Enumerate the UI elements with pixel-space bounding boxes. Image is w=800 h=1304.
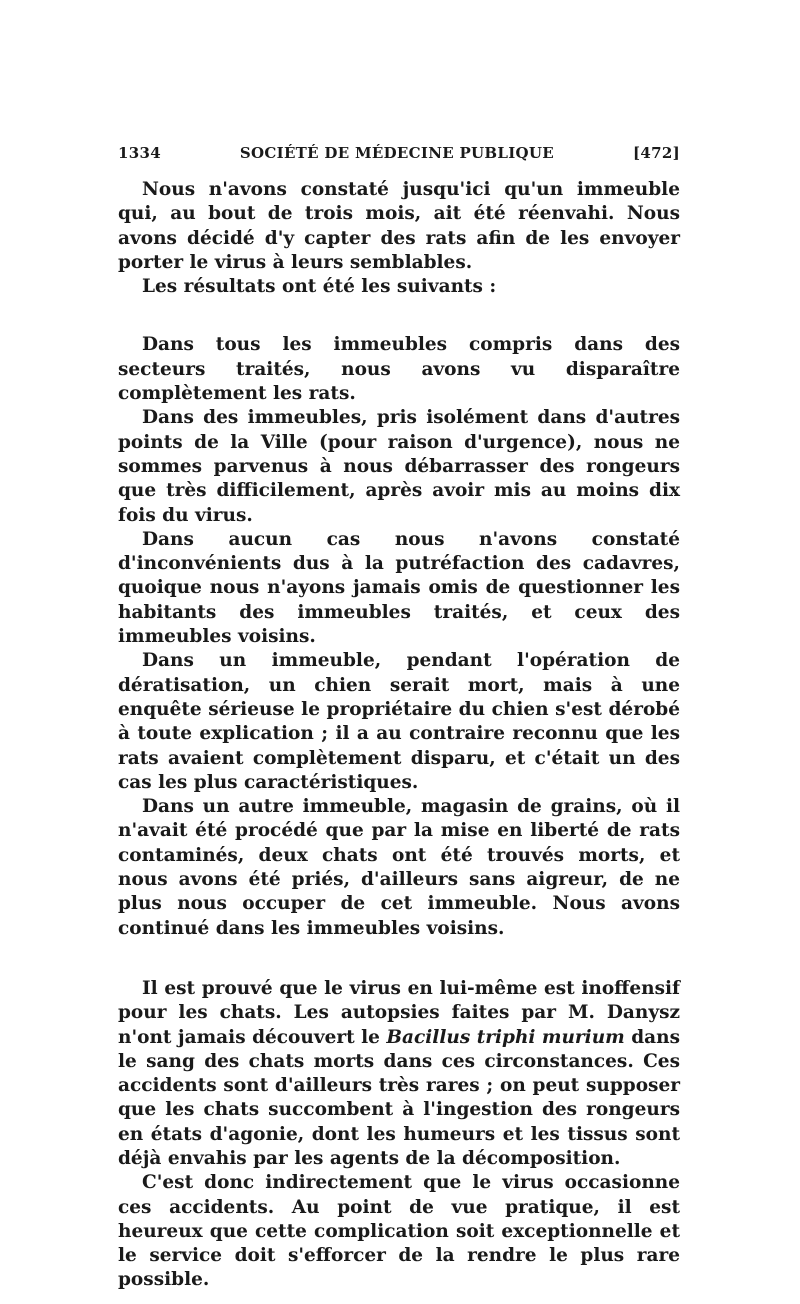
paragraph-9: C'est donc indirectement que le virus occasionne ces accidents. Au point de vue pratique, il est heureux que cette complication soit exceptionnelle et le service doit s'efforcer de la rendre le plus rare possible. (118, 1172, 680, 1291)
paragraph-8-text-a: Il est prouvé que le virus en lui-même est inoffensif pour les chats. Les autopsies faites par M. Danysz n'ont jamais découvert le (118, 977, 680, 1048)
bacillus-name: Bacillus triphi murium (386, 1026, 625, 1048)
paragraph-1: Nous n'avons constaté jusqu'ici qu'un immeuble qui, au bout de trois mois, ait été réenvahi. Nous avons décidé d'y capter des rats afin de les envoyer porter le virus à leurs semblables. (118, 179, 680, 273)
paragraph-8-text-b: dans le sang des chats morts dans ces circonstances. Ces accidents sont d'ailleurs très rares ; on peut supposer que les chats succombent à l'ingestion des rongeurs en états d'agonie, dont les humeurs et les tissus sont déjà envahis par les agents de la décomposition. (118, 1026, 680, 1169)
paragraph-2: Les résultats ont été les suivants : (142, 276, 497, 298)
paragraph-3: Dans tous les immeubles compris dans des secteurs traités, nous avons vu disparaître complètement les rats. (118, 334, 680, 405)
page-number: 1334 (118, 144, 161, 162)
journal-title: SOCIÉTÉ DE MÉDECINE PUBLIQUE (239, 144, 555, 162)
paragraph-5: Dans aucun cas nous n'avons constaté d'inconvénients dus à la putréfaction des cadavres, quoique nous n'ayons jamais omis de questionner les habitants des immeubles traités, et ceux des immeubles voisins. (118, 528, 680, 648)
running-header (118, 144, 680, 162)
paragraph-4: Dans des immeubles, pris isolément dans d'autres points de la Ville (pour raison d'urgence), nous ne sommes parvenus à nous débarrasser des rongeurs que très difficilement, après avoir mis au moins dix fois du virus. (118, 407, 680, 526)
bracket-number: [472] (632, 144, 680, 162)
paragraph-8 (118, 977, 680, 1171)
body-text (118, 178, 680, 1293)
paragraph-7: Dans un autre immeuble, magasin de grains, où il n'avait été procédé que par la mise en liberté de rats contaminés, deux chats ont été trouvés morts, et nous avons été priés, d'ailleurs sans aigreur, de ne plus nous occuper de cet immeuble. Nous avons continué dans les immeubles voisins. (118, 796, 680, 939)
paragraph-6: Dans un immeuble, pendant l'opération de dératisation, un chien serait mort, mais à une enquête sérieuse le propriétaire du chien s'est dérobé à toute explication ; il a au contraire reconnu que les rats avaient complètement disparu, et c'était un des cas les plus caractéristiques. (118, 650, 680, 793)
